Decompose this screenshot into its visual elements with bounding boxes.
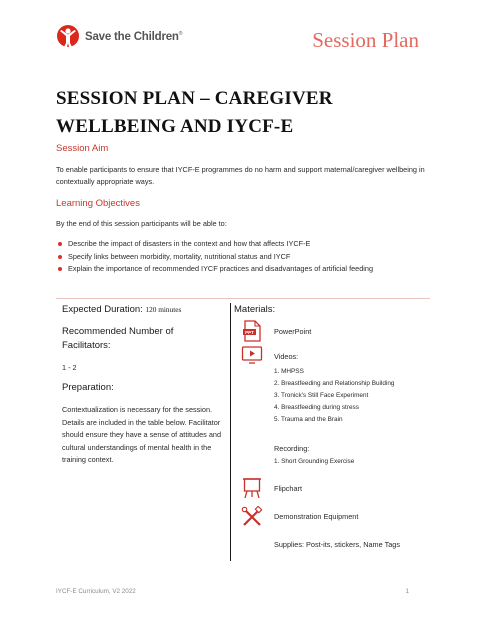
section-divider xyxy=(56,298,430,299)
list-item: Specify links between morbidity, mortality, nutritional status and IYCF xyxy=(56,251,446,264)
videos-list xyxy=(274,366,394,426)
list-item: 3. Tronick's Still Face Experiment xyxy=(274,392,369,400)
list-item: 1. MHPSS xyxy=(274,368,304,375)
bullet-icon xyxy=(58,242,62,246)
doc-type-label: Session Plan xyxy=(312,28,419,52)
flipchart-icon xyxy=(241,477,263,499)
videos-label: Videos: xyxy=(274,352,299,361)
child-figure-icon xyxy=(56,24,80,50)
duration-label: Expected Duration: xyxy=(62,304,143,315)
powerpoint-icon xyxy=(241,320,263,342)
session-aim-text: To enable participants to ensure that IYCF-E programmes do no harm and support maternal/caregiver wellbeing in contextually appropriate ways. xyxy=(56,165,425,186)
demo-equipment-label: Demonstration Equipment xyxy=(274,512,359,521)
recording-label: Recording: xyxy=(274,444,310,453)
facilitators-value: 1 - 2 xyxy=(62,363,77,372)
list-item: Describe the impact of disasters in the context and how that affects IYCF-E xyxy=(56,238,446,251)
list-item: 5. Trauma and the Brain xyxy=(274,416,343,424)
learning-objectives-heading: Learning Objectives xyxy=(56,198,140,209)
preparation-label: Preparation: xyxy=(62,382,114,393)
session-aim-heading: Session Aim xyxy=(56,143,109,154)
duration-row xyxy=(62,304,181,315)
facilitators-label: Recommended Number of Facilitators: xyxy=(62,326,174,351)
page-number: 1 xyxy=(405,588,409,595)
powerpoint-label: PowerPoint xyxy=(274,327,312,336)
footer-doc-info: IYCF-E Curriculum, V2 2022 xyxy=(56,588,136,595)
duration-value: 120 minutes xyxy=(145,305,182,314)
video-icon xyxy=(241,344,263,366)
svg-text:PPT: PPT xyxy=(245,329,254,335)
save-the-children-logo xyxy=(56,24,182,50)
title-line-2: WELLBEING AND IYCF-E xyxy=(56,116,294,137)
supplies-text: Supplies: Post-its, stickers, Name Tags xyxy=(274,540,400,549)
flipchart-label: Flipchart xyxy=(274,484,302,493)
page-title xyxy=(56,85,436,141)
recording-item: 1. Short Grounding Exercise xyxy=(274,458,355,465)
title-line-1: SESSION PLAN – CAREGIVER xyxy=(56,88,333,109)
org-name: Save the Children® xyxy=(85,31,183,43)
list-item: 4. Breastfeeding during stress xyxy=(274,404,359,412)
bullet-icon xyxy=(58,255,62,259)
learning-objectives-intro: By the end of this session participants will be able to: xyxy=(56,219,227,228)
preparation-text: Contextualization is necessary for the session. Details are included in the table below. Facilitator should ensure they have a sense of attitudes and cultural understandings of mental health in the training context. xyxy=(62,405,222,464)
list-item: Explain the importance of recommended IYCF practices and disadvantages of artificial feeding xyxy=(56,263,446,276)
bullet-icon xyxy=(58,267,62,271)
list-item: 2. Breastfeeding and Relationship Building xyxy=(274,380,395,388)
objectives-list xyxy=(56,238,446,276)
tools-icon xyxy=(241,506,263,528)
materials-heading: Materials: xyxy=(234,304,276,315)
